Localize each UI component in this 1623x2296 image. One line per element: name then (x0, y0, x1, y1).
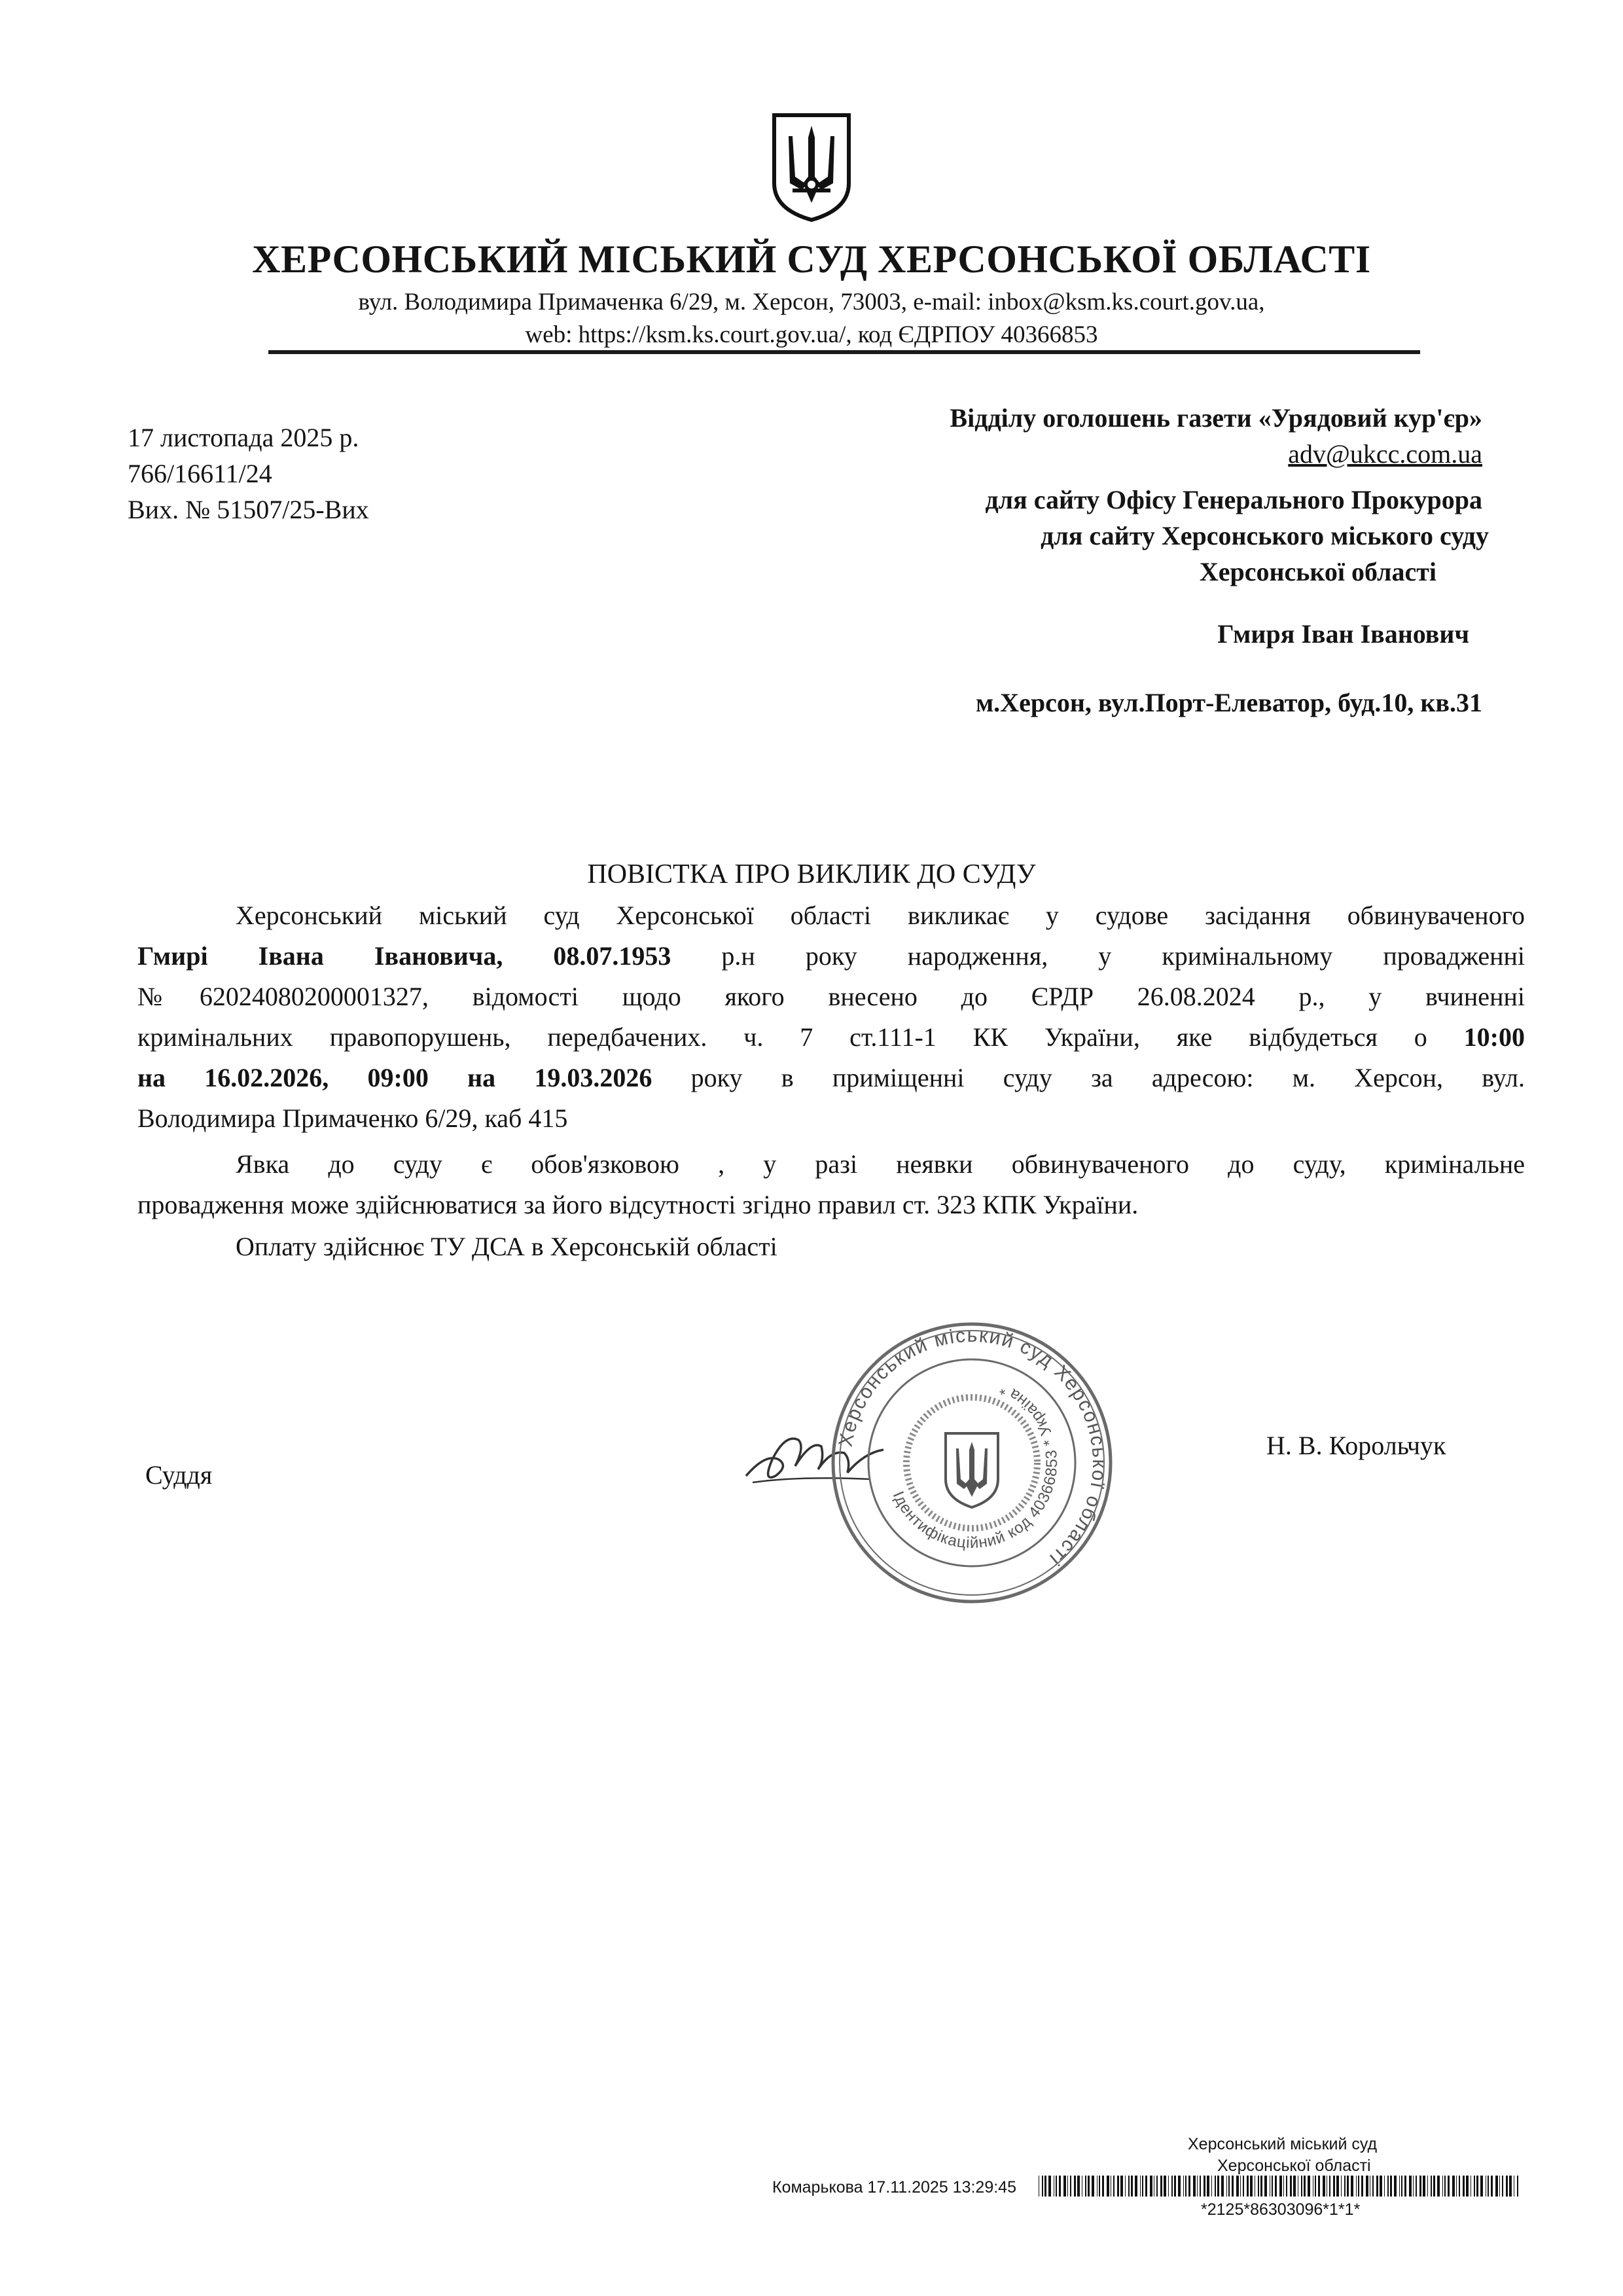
svg-text:Ідентифікаційний код 40366853: Ідентифікаційний код 40366853 * Україна * (889, 1379, 1061, 1552)
court-web-line: web: https://ksm.ks.court.gov.ua/, код ЄДРПОУ 40366853 (525, 321, 1098, 348)
recipient-person-address: м.Херсон, вул.Порт-Елеватор, буд.10, кв.31 (975, 688, 1482, 717)
body-line (137, 937, 1525, 975)
recipient-prosecutor-site: для сайту Офісу Генерального Прокурора (985, 485, 1482, 514)
body-line: Володимира Примаченко 6/29, каб 415 (137, 1103, 568, 1133)
recipient-email-link[interactable]: adv@ukcc.com.ua (1288, 439, 1482, 469)
registry-operator-timestamp: Комарькова 17.11.2025 13:29:45 (772, 2178, 1016, 2197)
court-title: ХЕРСОНСЬКИЙ МІСЬКИЙ СУД ХЕРСОНСЬКОЇ ОБЛАСТІ (252, 238, 1371, 281)
recipient-court-region: Херсонської області (1199, 557, 1436, 586)
registry-court: Херсонський міський суд (1188, 2135, 1378, 2153)
judge-name: Н. В. Корольчук (1266, 1431, 1446, 1460)
case-number: 766/16611/24 (128, 459, 272, 488)
body-line: Оплату здійснює ТУ ДСА в Херсонській області (236, 1232, 777, 1261)
registry-region: Херсонської області (1217, 2157, 1371, 2175)
body-text: року в приміщенні суду за адресою: м. Херсон, вул. (652, 1063, 1525, 1092)
body-text: р.н року народження, у кримінальному провадженні (671, 941, 1525, 971)
recipient-newspaper: Відділу оголошень газети «Урядовий кур'єр» (950, 403, 1482, 433)
document-date: 17 листопада 2025 р. (128, 423, 359, 452)
registry-document-number: *2125*86303096*1*1* (1201, 2200, 1361, 2219)
document-title: ПОВІСТКА ПРО ВИКЛИК ДО СУДУ (587, 859, 1036, 889)
svg-text:Херсонський міський суд Херсон: Херсонський міський суд Херсонської області (834, 1324, 1111, 1571)
outgoing-number: Вих. № 51507/25-Вих (128, 495, 369, 524)
body-text: кримінальних правопорушень, передбачених. ч. 7 ст.111-1 КК України, яке відбудеться о (137, 1022, 1464, 1052)
hearing-time: 10:00 (1463, 1022, 1525, 1052)
defendant-name: Гмирі Івана Івановича, 08.07.1953 (137, 941, 671, 971)
body-line: Херсонський міський суд Херсонської області викликає у судове засідання обвинуваченого (236, 901, 1525, 930)
hearing-dates: на 16.02.2026, 09:00 на 19.03.2026 (137, 1063, 652, 1092)
body-line (137, 1018, 1525, 1056)
barcode-icon (1037, 2173, 1522, 2199)
court-address: вул. Володимира Примаченка 6/29, м. Херсон, 73003, e-mail: inbox@ksm.ks.court.gov.ua, (358, 289, 1265, 315)
body-line: Явка до суду є обов'язковою , у разі неявки обвинуваченого до суду, кримінальне (236, 1149, 1525, 1179)
body-line: провадження може здійснюватися за його відсутності згідно правил ст. 323 КПК України. (137, 1190, 1139, 1219)
body-line (137, 1059, 1525, 1097)
recipient-court-site: для сайту Херсонського міського суду (1041, 521, 1489, 550)
judge-label: Суддя (145, 1460, 213, 1490)
recipient-person-name: Гмиря Іван Іванович (1217, 619, 1469, 649)
coat-of-arms-icon (769, 111, 854, 223)
header-divider (268, 350, 1420, 354)
court-seal-stamp-icon (828, 1319, 1116, 1607)
body-line: №62024080200001327, відомості щодо якого внесено до ЄРДР 26.08.2024 р., у вчиненні (137, 982, 1525, 1011)
